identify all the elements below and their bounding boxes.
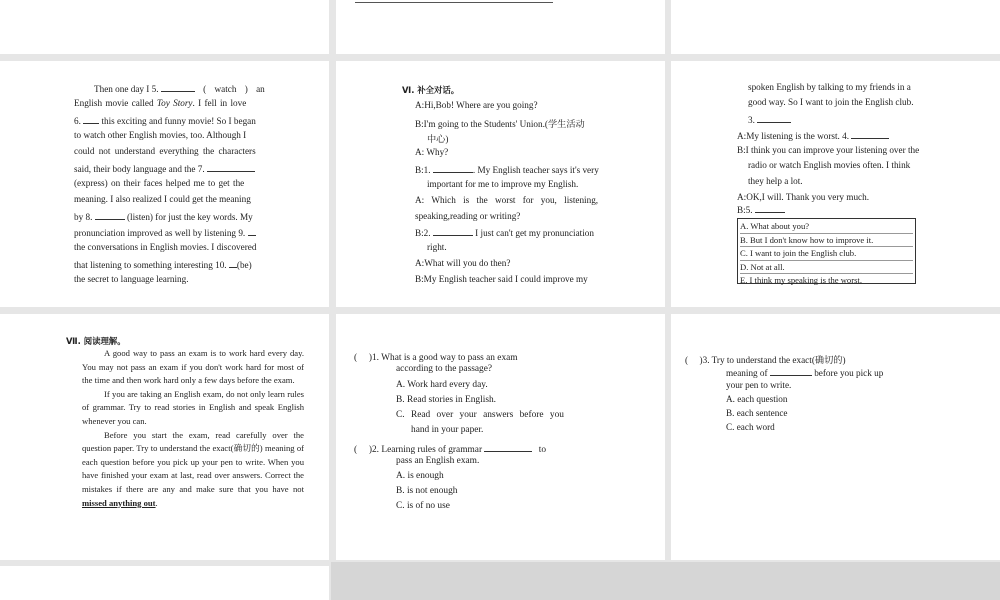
choice-b[interactable]: B. Read stories in English.: [396, 395, 496, 405]
dialogue-line: right.: [427, 242, 447, 252]
passage-line-11: the conversations in English movies. I discovered: [74, 242, 257, 252]
page-panel-question-3: [671, 314, 1000, 560]
passage-line-12: that listening to something interesting 10. (be): [74, 260, 252, 270]
passage-line-9: by 8. (listen) for just the key words. My: [74, 212, 253, 222]
passage-line-1: Then one day I 5. ( watch ) an: [94, 84, 265, 94]
question-stem: according to the passage?: [396, 364, 493, 374]
question-stem: your pen to write.: [726, 380, 792, 390]
page-panel-top-middle: [336, 0, 665, 54]
blank-6[interactable]: [83, 114, 99, 124]
page-panel-bottom: [0, 566, 329, 600]
blank-q3[interactable]: [770, 366, 812, 376]
dialogue-line: spoken English by talking to my friends in a: [748, 82, 911, 92]
passage-line-2: English movie called Toy Story. I fell in love: [74, 98, 247, 108]
choice-b[interactable]: B. is not enough: [396, 486, 458, 496]
dialogue-line: important for me to improve my English.: [427, 179, 579, 189]
question-stem: meaning of before you pick up: [726, 368, 884, 378]
choice-a[interactable]: A. is enough: [396, 471, 444, 481]
passage-line-4: to watch other English movies, too. Although I: [74, 130, 247, 140]
dialogue-line: A:What will you do then?: [415, 258, 511, 268]
underlined-phrase: missed anything out: [82, 497, 156, 508]
empty-area: [331, 562, 1000, 600]
blank-4[interactable]: [851, 129, 889, 139]
choice-a[interactable]: A. each question: [726, 394, 788, 404]
dialogue-line: 3.: [748, 113, 791, 125]
page-panel-top-right: [671, 0, 1000, 54]
option-c: C. I want to join the English club.: [740, 247, 913, 261]
choice-c[interactable]: C. Read over your answers before you: [396, 410, 564, 420]
blank-1[interactable]: [433, 163, 473, 173]
blank-10[interactable]: [229, 258, 237, 268]
passage-line-6: said, their body language and the 7.: [74, 162, 255, 174]
choice-b[interactable]: B. each sentence: [726, 408, 788, 418]
question-stem: pass an English exam.: [396, 456, 480, 466]
blank-9[interactable]: [248, 226, 256, 236]
choice-c[interactable]: C. each word: [726, 422, 775, 432]
passage-line-10: pronunciation improved as well by listening 9.: [74, 226, 256, 238]
option-e: E. I think my speaking is the worst.: [740, 275, 862, 286]
blank-5-dialogue[interactable]: [755, 203, 785, 213]
blank-8[interactable]: [95, 210, 125, 220]
passage-line-13: the secret to language learning.: [74, 274, 189, 284]
section-heading-vi: Ⅵ. 补全对话。: [402, 85, 460, 95]
passage-line-7: (express) on their faces helped me to get the: [74, 178, 245, 188]
dialogue-line: radio or watch English movies often. I think: [748, 160, 911, 170]
dialogue-line: B:2. I just can't get my pronunciation: [415, 228, 594, 238]
options-box: [737, 218, 916, 284]
dialogue-line: B:5.: [737, 203, 785, 215]
reading-paragraph-3: Before you start the exam, read carefully over the question paper. Try to understand the exact(确切的) meaning of each question before you pick up your pen to write. When you have finished your exam at last, read over answers. Correct the mistakes if there are any and make sure that you have not missed anything out.: [82, 429, 304, 508]
blank-7[interactable]: [207, 162, 255, 172]
reading-passage: [82, 347, 304, 510]
dialogue-line: B:My English teacher said I could improve my: [415, 274, 588, 284]
passage-line-5: could not understand everything the characters: [74, 146, 256, 156]
dialogue-line: B:I think you can improve your listening over the: [737, 145, 920, 155]
page-panel-top-left: [0, 0, 329, 54]
dialogue-line: A:My listening is the worst. 4.: [737, 129, 889, 141]
section-heading-vii: Ⅶ. 阅读理解。: [66, 336, 126, 346]
dialogue-line: speaking,reading or writing?: [415, 211, 521, 221]
dialogue-line: they help a lot.: [748, 176, 803, 186]
blank-q2[interactable]: [484, 442, 532, 452]
dialogue-line: A:Hi,Bob! Where are you going?: [415, 100, 538, 110]
passage-line-3: 6. this exciting and funny movie! So I began: [74, 116, 256, 126]
choice-c[interactable]: C. is of no use: [396, 501, 450, 511]
option-b: B. But I don't know how to improve it.: [740, 234, 913, 248]
dialogue-line: B:I'm going to the Students' Union.(学生活动: [415, 119, 585, 129]
dialogue-line: good way. So I want to join the English club.: [748, 97, 914, 107]
reading-paragraph-1: A good way to pass an exam is to work hard every day. You may not pass an exam if you don't work hard for most of the time and then work hard only a few days before the exam.: [82, 348, 304, 386]
blank-2[interactable]: [433, 226, 473, 236]
question-stem: ( )3. Try to understand the exact(确切的): [685, 355, 846, 365]
dialogue-line: A:OK,I will. Thank you very much.: [737, 192, 870, 202]
dialogue-line: 中心): [427, 134, 449, 144]
dialogue-line: A: Why?: [415, 147, 449, 157]
choice-c-continued: hand in your paper.: [411, 425, 484, 435]
option-a: A. What about you?: [740, 220, 913, 234]
question-stem: ( )2. Learning rules of grammar to: [354, 441, 546, 455]
answer-line: [355, 2, 553, 3]
dialogue-line: B:1. . My English teacher says it's very: [415, 165, 599, 175]
choice-a[interactable]: A. Work hard every day.: [396, 380, 488, 390]
reading-paragraph-2: If you are taking an English exam, do not only learn rules of grammar. Try to read stories in English and speak English whenever you can.: [82, 388, 304, 426]
passage-line-8: meaning. I also realized I could get the meaning: [74, 194, 251, 204]
option-d: D. Not at all.: [740, 261, 913, 275]
dialogue-line: A: Which is the worst for you, listening,: [415, 195, 599, 205]
question-stem: ( )1. What is a good way to pass an exam: [354, 353, 518, 363]
blank-5[interactable]: [161, 82, 195, 92]
blank-3[interactable]: [757, 113, 791, 123]
